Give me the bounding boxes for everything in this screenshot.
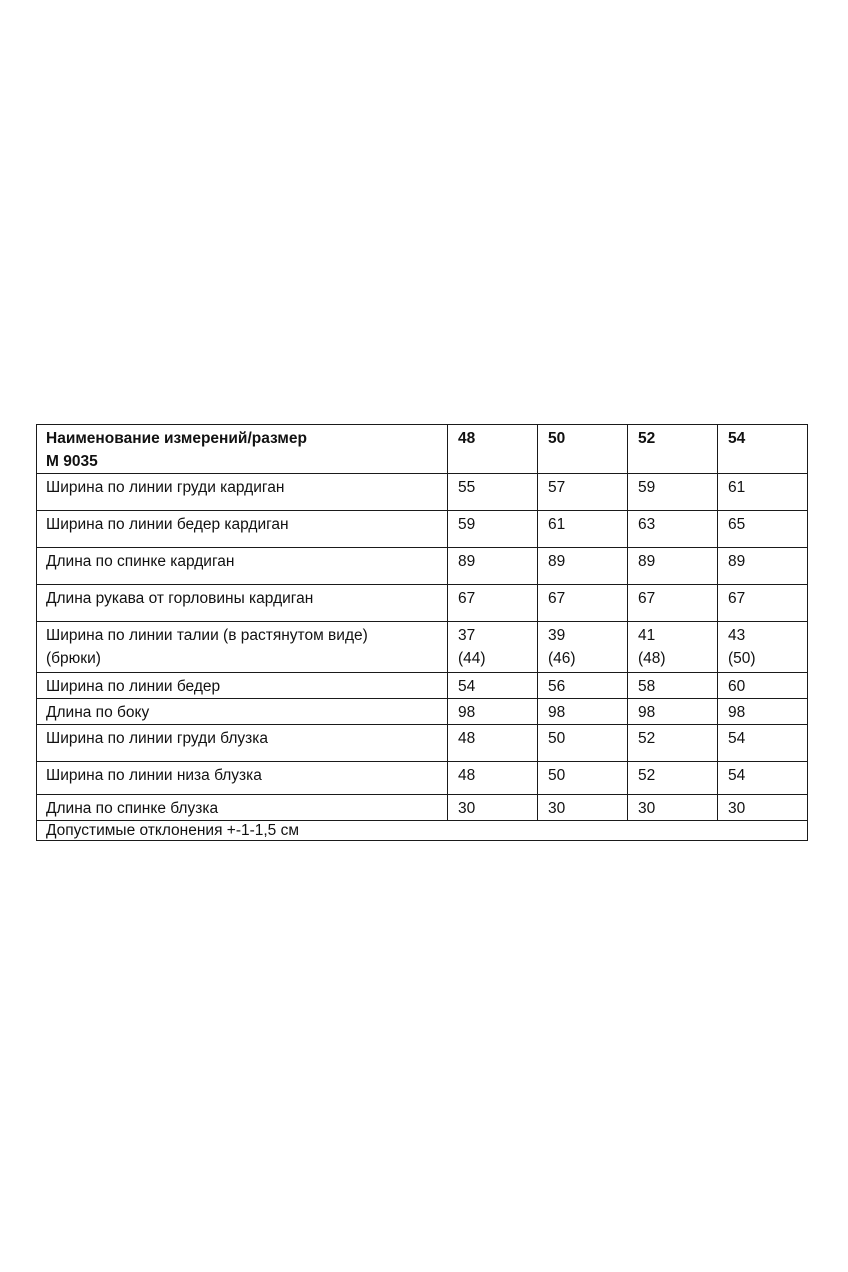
- row-label: Ширина по линии груди блузка: [37, 725, 448, 762]
- row-value: 98: [448, 699, 538, 725]
- row-value: 30: [718, 795, 808, 821]
- row-label: Ширина по линии груди кардиган: [37, 474, 448, 511]
- row-value: 67: [538, 585, 628, 622]
- row-label-line2: (брюки): [46, 650, 101, 667]
- table-header-row: [37, 425, 808, 474]
- row-label: Ширина по линии низа блузка: [37, 762, 448, 795]
- table-row: [37, 622, 808, 673]
- header-size: 48: [448, 425, 538, 474]
- row-label: Длина по боку: [37, 699, 448, 725]
- row-value: 98: [628, 699, 718, 725]
- header-size: 52: [628, 425, 718, 474]
- table-row: [37, 511, 808, 548]
- row-value: 57: [538, 474, 628, 511]
- row-label: Длина по спинке кардиган: [37, 548, 448, 585]
- row-value: 52: [628, 762, 718, 795]
- row-value: 60: [718, 673, 808, 699]
- value-line2: (44): [458, 650, 486, 667]
- value-line2: (48): [638, 650, 666, 667]
- row-value: 55: [448, 474, 538, 511]
- row-value: 30: [538, 795, 628, 821]
- row-value: 89: [628, 548, 718, 585]
- header-size: 54: [718, 425, 808, 474]
- row-value: 61: [538, 511, 628, 548]
- table-row: [37, 474, 808, 511]
- row-label: Длина по спинке блузка: [37, 795, 448, 821]
- header-label-cell: [37, 425, 448, 474]
- row-value: 30: [448, 795, 538, 821]
- row-value: 61: [718, 474, 808, 511]
- value-line1: 43: [728, 627, 746, 644]
- row-label: Длина рукава от горловины кардиган: [37, 585, 448, 622]
- footnote-row: [37, 821, 808, 841]
- tolerance-note: Допустимые отклонения +-1-1,5 см: [37, 821, 808, 841]
- table-row: [37, 673, 808, 699]
- row-value: 59: [628, 474, 718, 511]
- row-value: 98: [718, 699, 808, 725]
- row-value: 54: [718, 762, 808, 795]
- table-row: [37, 585, 808, 622]
- row-value: 48: [448, 725, 538, 762]
- row-value: 50: [538, 725, 628, 762]
- table-row: [37, 548, 808, 585]
- row-value: 30: [628, 795, 718, 821]
- value-line1: 41: [638, 627, 656, 644]
- row-value: [538, 622, 628, 673]
- value-line2: (50): [728, 650, 756, 667]
- header-size: 50: [538, 425, 628, 474]
- row-label-line1: Ширина по линии талии (в растянутом виде): [46, 627, 368, 644]
- row-value: 65: [718, 511, 808, 548]
- row-value: [448, 622, 538, 673]
- row-value: 50: [538, 762, 628, 795]
- row-value: 54: [448, 673, 538, 699]
- table-row: [37, 699, 808, 725]
- row-value: [718, 622, 808, 673]
- row-label: Ширина по линии бедер: [37, 673, 448, 699]
- row-value: 98: [538, 699, 628, 725]
- row-value: 59: [448, 511, 538, 548]
- row-value: 58: [628, 673, 718, 699]
- table-row: [37, 762, 808, 795]
- row-value: 89: [448, 548, 538, 585]
- row-label: [37, 622, 448, 673]
- row-value: 89: [538, 548, 628, 585]
- table-row: [37, 725, 808, 762]
- row-label: Ширина по линии бедер кардиган: [37, 511, 448, 548]
- row-value: 63: [628, 511, 718, 548]
- header-label-line1: Наименование измерений/размер: [46, 430, 307, 447]
- row-value: [628, 622, 718, 673]
- row-value: 56: [538, 673, 628, 699]
- table-row: [37, 795, 808, 821]
- row-value: 67: [448, 585, 538, 622]
- value-line1: 39: [548, 627, 566, 644]
- value-line1: 37: [458, 627, 476, 644]
- row-value: 54: [718, 725, 808, 762]
- row-value: 52: [628, 725, 718, 762]
- row-value: 48: [448, 762, 538, 795]
- row-value: 67: [718, 585, 808, 622]
- size-chart-table: [36, 424, 808, 841]
- header-model-code: М 9035: [46, 453, 98, 470]
- row-value: 89: [718, 548, 808, 585]
- value-line2: (46): [548, 650, 576, 667]
- row-value: 67: [628, 585, 718, 622]
